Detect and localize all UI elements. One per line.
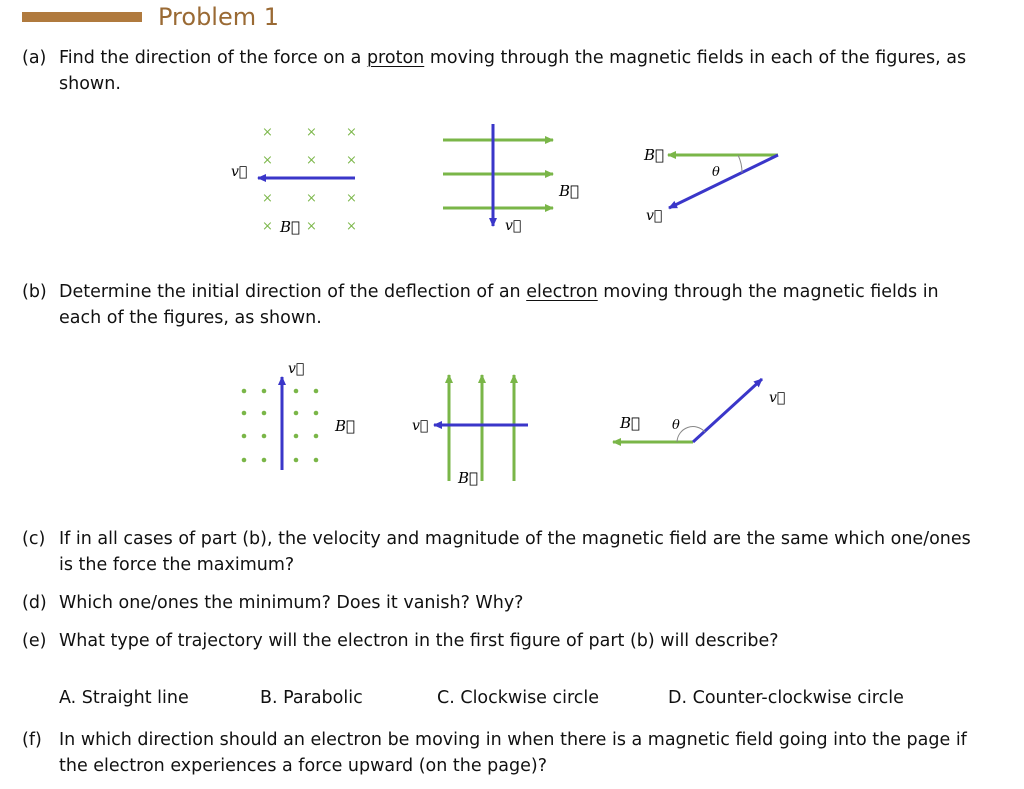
question-b-text-post: moving through the magnetic fields in each of the figures, as shown. [59,282,939,328]
b-label: B⃗ [620,414,641,432]
question-f-label: (f) [22,730,42,750]
figure-b1 [242,361,355,470]
b-label: B⃗ [644,146,665,164]
svg-text:×: × [346,191,357,206]
question-f [22,727,982,779]
figures-part-b [0,355,1024,490]
question-d [22,590,982,616]
svg-text:×: × [262,125,273,140]
svg-text:×: × [306,153,317,168]
question-a-label: (a) [22,48,47,68]
svg-text:×: × [306,219,317,234]
choice-a: A. Straight line [59,688,189,708]
figures-part-a [0,110,1024,245]
b-label: B⃗ [335,417,356,435]
svg-text:×: × [346,125,357,140]
figure-b3 [613,379,785,442]
svg-text:×: × [306,125,317,140]
question-d-label: (d) [22,593,47,613]
angle-arc [738,155,742,173]
v-label: v⃗ [646,208,663,224]
svg-text:×: × [262,191,273,206]
v-label: v⃗ [769,390,786,406]
question-b [22,279,982,331]
svg-text:×: × [262,219,273,234]
question-c [22,526,982,578]
choice-c: C. Clockwise circle [437,688,600,708]
v-label: v⃗ [505,218,522,234]
header-bar [22,12,142,22]
question-a-text-post: moving through the magnetic fields in each of the figures, as shown. [59,48,967,94]
figure-b2 [412,375,528,487]
out-of-page-field-icon [242,389,319,463]
b-label: B⃗ [559,182,580,200]
svg-text:×: × [346,219,357,234]
question-a [22,45,982,97]
theta-label: θ [712,165,720,180]
velocity-arrow [693,379,762,442]
question-b-keyword: electron [526,282,598,302]
theta-label: θ [672,418,680,433]
svg-text:×: × [346,153,357,168]
question-a-text-pre: Find the direction of the force on a [59,48,367,68]
question-e-label: (e) [22,631,47,651]
svg-text:×: × [262,153,273,168]
question-c-label: (c) [22,529,46,549]
v-label: v⃗ [231,164,248,180]
question-c-text: If in all cases of part (b), the velocity and magnitude of the magnetic field are the same which one/ones is the force the maximum? [59,529,971,575]
question-b-text-pre: Determine the initial direction of the deflection of an [59,282,527,302]
figure-a2 [443,124,579,234]
question-f-text: In which direction should an electron be moving in when there is a magnetic field going into the page if the electron experiences a force upward (on the page)? [59,730,967,776]
b-label: B⃗ [280,218,301,236]
choice-b: B. Parabolic [260,688,363,708]
question-e-text: What type of trajectory will the electron in the first figure of part (b) will describe? [59,631,779,651]
figure-a3 [643,146,778,224]
question-d-text: Which one/ones the minimum? Does it vanish? Why? [59,593,524,613]
b-label: B⃗ [458,469,479,487]
velocity-arrow [669,155,778,208]
v-label: v⃗ [412,418,429,434]
v-label: v⃗ [288,361,305,377]
question-b-label: (b) [22,282,47,302]
figure-a1 [231,125,357,236]
question-e [22,628,982,654]
page-title: Problem 1 [158,3,280,31]
svg-text:×: × [306,191,317,206]
choice-d: D. Counter-clockwise circle [668,688,904,708]
answer-choices [0,688,1024,714]
question-a-keyword: proton [366,48,425,68]
